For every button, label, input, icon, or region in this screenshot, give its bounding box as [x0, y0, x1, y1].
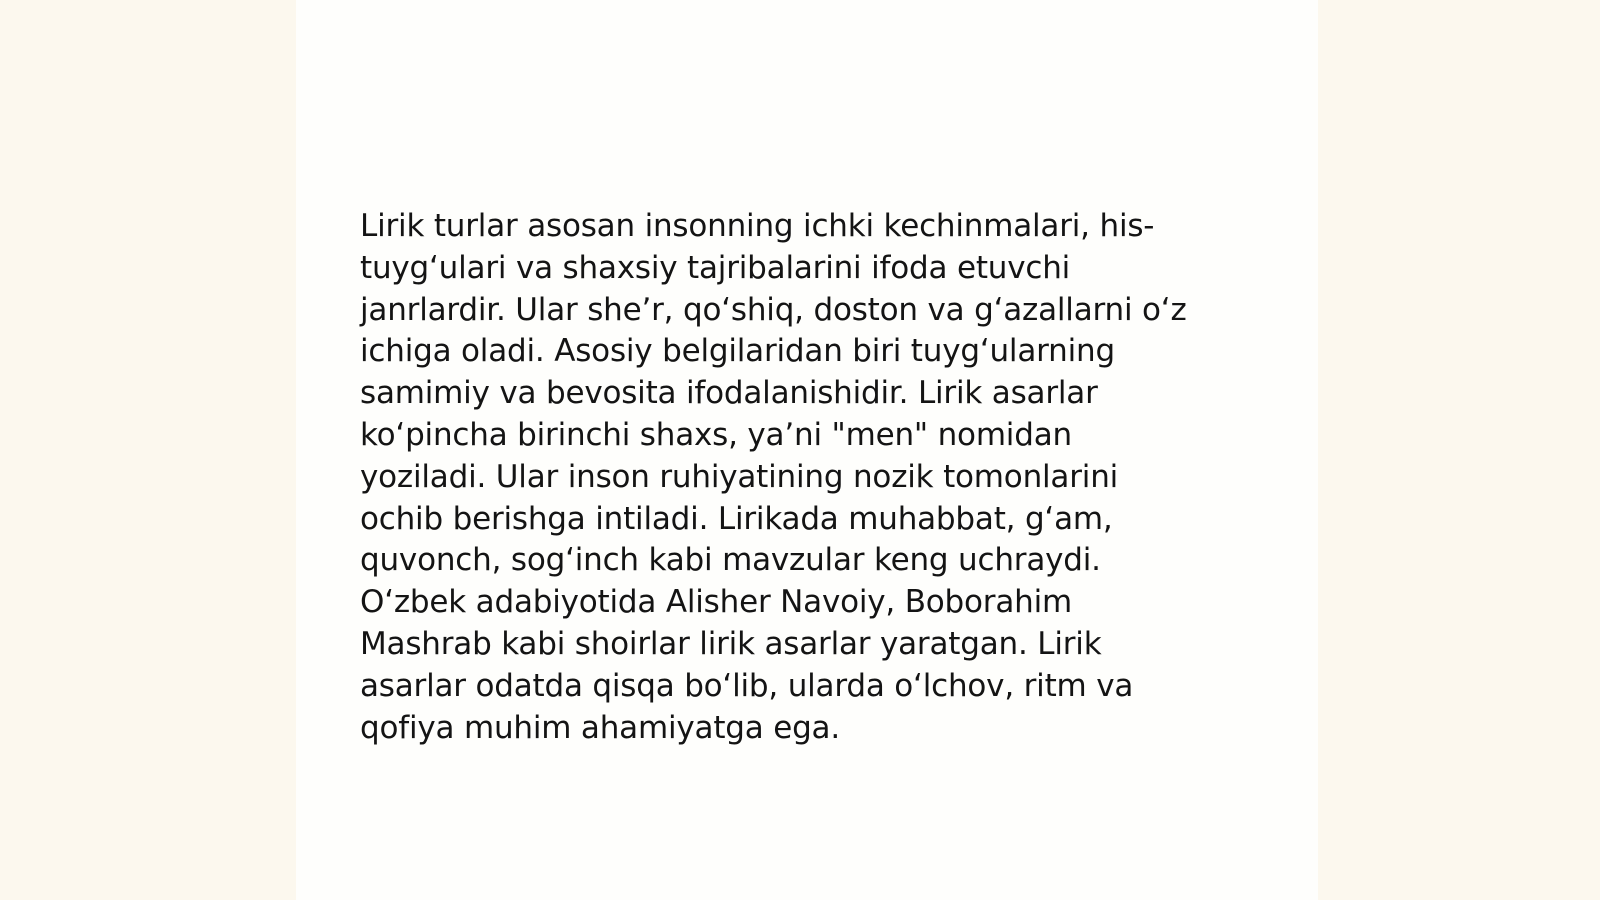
text-line-5: samimiy va bevosita ifodalanishidir. Lirik asarlar	[360, 375, 1098, 412]
text-line-1: Lirik turlar asosan insonning ichki kechinmalari, his-	[360, 208, 1155, 244]
text-line-11: Mashrab kabi shoirlar lirik asarlar yaratgan. Lirik	[360, 625, 1102, 662]
text-line-7: yoziladi. Ular inson ruhiyatining nozik tomonlarini	[360, 458, 1119, 495]
document-page	[296, 0, 1318, 900]
body-paragraph	[360, 206, 1240, 749]
text-line-4: ichiga oladi. Asosiy belgilaridan biri tuyg‘ularning	[360, 333, 1115, 370]
text-line-8: ochib berishga intiladi. Lirikada muhabbat, g‘am,	[360, 500, 1113, 537]
text-line-2: tuyg‘ulari va shaxsiy tajribalarini ifoda etuvchi	[360, 249, 1071, 286]
text-line-10: O‘zbek adabiyotida Alisher Navoiy, Boborahim	[360, 584, 1072, 621]
text-line-3: janrlardir. Ular she’r, qo‘shiq, doston va g‘azallarni o‘z	[360, 291, 1187, 328]
text-line-6: ko‘pincha birinchi shaxs, ya’ni "men" nomidan	[360, 416, 1072, 453]
text-line-12: asarlar odatda qisqa bo‘lib, ularda o‘lchov, ritm va	[360, 667, 1134, 704]
text-line-9: quvonch, sog‘inch kabi mavzular keng uchraydi.	[360, 542, 1101, 579]
text-line-13: qofiya muhim ahamiyatga ega.	[360, 709, 841, 746]
